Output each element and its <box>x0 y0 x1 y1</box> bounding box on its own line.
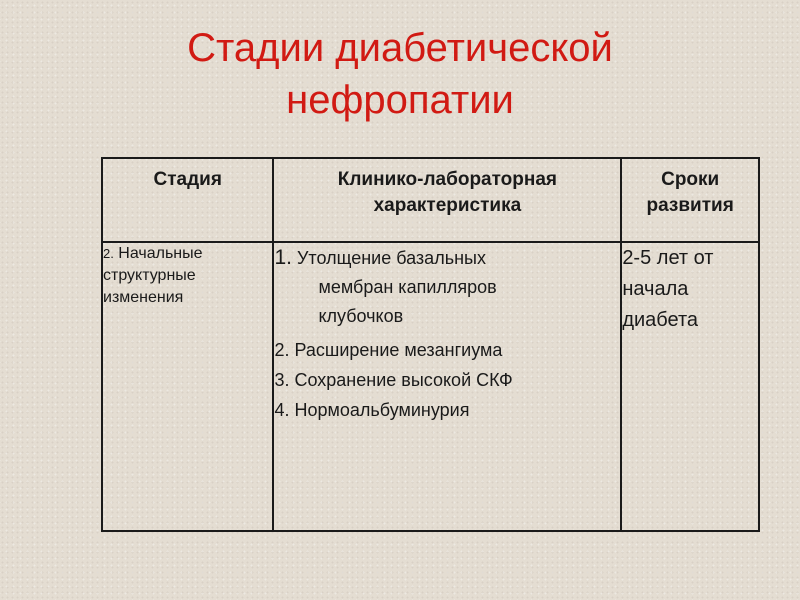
stage-name-line-1: Начальные <box>118 245 203 262</box>
nephropathy-stages-table <box>101 157 760 532</box>
header-stage-label: Стадия <box>153 169 222 190</box>
characteristic-item-1-number: 1. <box>274 246 292 269</box>
characteristic-item-1 <box>274 243 620 331</box>
terms-line-2: начала <box>622 278 689 300</box>
table-row <box>102 242 759 531</box>
header-characteristic-line-1: Клинико-лабораторная <box>337 169 558 190</box>
terms-line-3: диабета <box>622 309 699 331</box>
header-terms-line-2: развития <box>646 195 734 216</box>
characteristic-item-1-line-3: клубочков <box>318 306 404 326</box>
characteristic-item-4: 4. Нормоальбуминурия <box>274 400 470 420</box>
characteristic-cell <box>273 242 621 531</box>
stage-name-line-3: изменения <box>103 289 184 306</box>
terms-cell <box>621 242 759 531</box>
terms-line-1: 2-5 лет от <box>622 247 714 269</box>
slide-title <box>0 22 800 126</box>
characteristic-item-1-line-1: Утолщение базальных <box>297 248 486 268</box>
table-header-row <box>102 158 759 242</box>
characteristic-item-2: 2. Расширение мезангиума <box>274 340 503 360</box>
header-stage <box>102 158 273 242</box>
slide-title-line-1: Стадии диабетической <box>187 26 613 70</box>
header-terms-line-1: Сроки <box>661 169 720 190</box>
header-characteristic-line-2: характеристика <box>373 195 522 216</box>
header-terms <box>621 158 759 242</box>
slide-title-line-2: нефропатии <box>286 78 514 122</box>
stage-number: 2. <box>103 246 114 261</box>
characteristic-item-1-line-2: мембран капилляров <box>318 277 497 297</box>
characteristic-item-3: 3. Сохранение высокой СКФ <box>274 370 513 390</box>
stage-cell <box>102 242 273 531</box>
header-characteristic <box>273 158 621 242</box>
stage-name-line-2: структурные <box>103 267 196 284</box>
